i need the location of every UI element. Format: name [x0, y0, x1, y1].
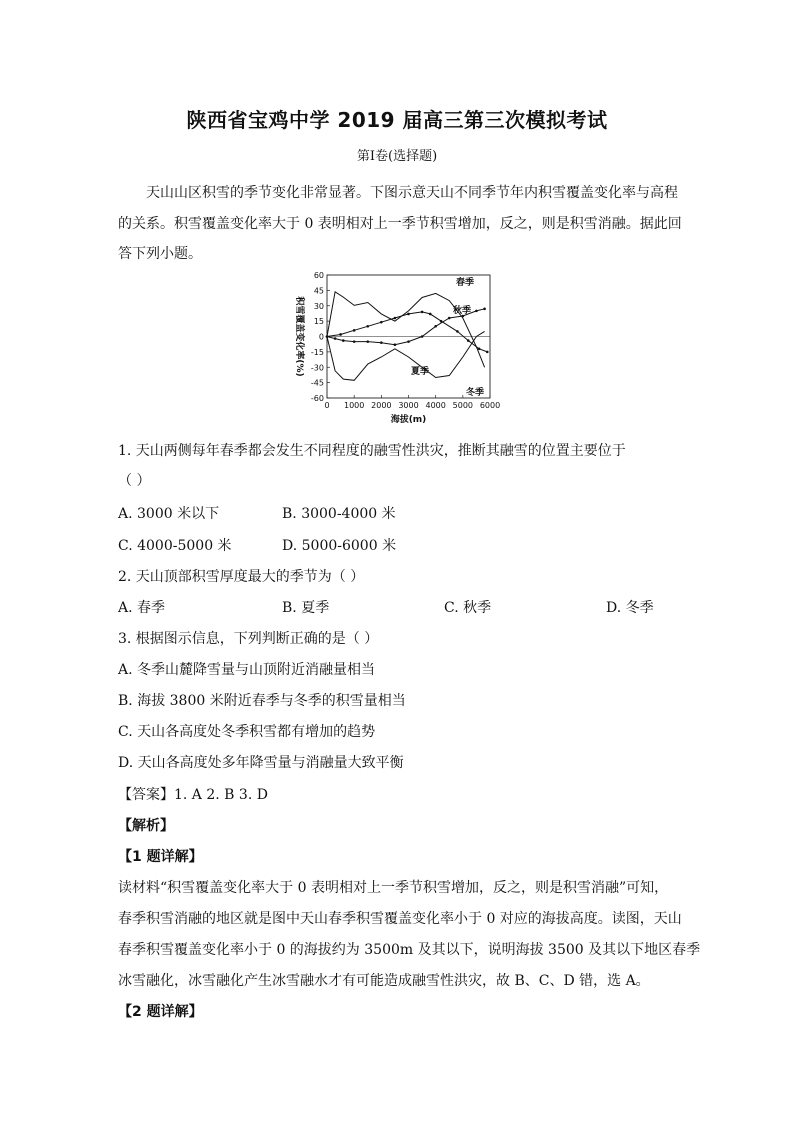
x-tick-label: 5000	[452, 401, 474, 410]
q1-option-d: D. 5000-6000 米	[282, 538, 397, 554]
q3-option-a: A. 冬季山麓降雪量与山顶附近消融量相当	[118, 662, 376, 678]
q1-blank: （ ）	[118, 473, 151, 489]
series-point-1	[421, 311, 424, 314]
detail-1-header: 【1 题详解】	[118, 849, 203, 865]
series-point-0	[421, 335, 424, 338]
analysis-header: 【解析】	[118, 818, 174, 834]
y-axis-label: 积雪覆盖变化率(%)	[294, 296, 304, 377]
q2-option-a: A. 春季	[118, 600, 166, 616]
y-tick-label: 30	[313, 301, 324, 311]
q1-stem: 1. 天山两侧每年春季都会发生不同程度的融雪性洪灾，推断其融雪的位置主要位于	[118, 443, 626, 459]
series-point-1	[380, 321, 383, 324]
page-title: 陕西省宝鸡中学 2019 届高三第三次模拟考试	[186, 108, 608, 132]
q1-option-b: B. 3000-4000 米	[282, 506, 396, 522]
series-line-2	[327, 331, 485, 380]
series-point-0	[475, 310, 478, 313]
series-point-1	[429, 313, 432, 316]
series-point-0	[353, 340, 356, 343]
x-tick-label: 0	[324, 401, 330, 410]
y-tick-label: 0	[318, 332, 324, 342]
q3-option-b: B. 海拔 3800 米附近春季与冬季的积雪量相当	[118, 693, 406, 709]
detail-1-line-2: 春季积雪消融的地区就是图中天山春季积雪覆盖变化率小于 0 对应的海拔高度。读图，天山	[118, 911, 682, 927]
series-label-1: 秋季	[452, 306, 472, 316]
series-point-1	[478, 348, 481, 351]
q2-option-c: C. 秋季	[444, 600, 492, 616]
series-point-0	[407, 340, 410, 343]
intro-line-2: 的关系。积雪覆盖变化率大于 0 表明相对上一季节积雪增加，反之，则是积雪消融。据此回	[118, 216, 682, 232]
q3-option-d: D. 天山各高度处多年降雪量与消融量大致平衡	[118, 755, 404, 771]
series-point-1	[456, 330, 459, 333]
series-label-3: 冬季	[465, 388, 485, 398]
y-tick-label: 45	[313, 286, 324, 296]
x-tick-label: 6000	[479, 401, 501, 410]
intro-line-3: 答下列小题。	[118, 246, 202, 262]
series-point-0	[380, 341, 383, 344]
y-tick-label: 15	[313, 317, 324, 327]
series-point-0	[342, 339, 345, 342]
series-point-0	[366, 340, 369, 343]
series-point-1	[486, 351, 489, 354]
y-tick-label: 60	[313, 271, 324, 280]
q2-option-d: D. 冬季	[606, 600, 654, 616]
intro-line-1: 天山山区积雪的季节变化非常显著。下图示意天山不同季节年内积雪覆盖变化率与高程	[146, 185, 678, 201]
series-point-1	[339, 333, 342, 336]
snow-cover-chart	[285, 265, 510, 430]
y-tick-label: -30	[310, 363, 324, 373]
q2-option-b: B. 夏季	[282, 600, 330, 616]
series-point-1	[407, 313, 410, 316]
q3-option-c: C. 天山各高度处冬季积雪都有增加的趋势	[118, 724, 376, 740]
series-point-1	[366, 325, 369, 328]
x-axis-label: 海拔(m)	[390, 415, 427, 425]
series-label-0: 春季	[455, 278, 475, 288]
section-subtitle: 第Ⅰ卷(选择题)	[356, 149, 438, 164]
series-point-1	[353, 329, 356, 332]
series-point-0	[334, 337, 337, 340]
q1-option-c: C. 4000-5000 米	[118, 538, 232, 554]
y-tick-label: -60	[310, 394, 324, 403]
q1-option-a: A. 3000 米以下	[118, 506, 220, 522]
answer-line: 【答案】1. A 2. B 3. D	[118, 787, 268, 803]
series-point-1	[440, 320, 443, 323]
q2-stem: 2. 天山顶部积雪厚度最大的季节为（ ）	[118, 569, 365, 585]
x-tick-label: 2000	[371, 401, 392, 410]
series-label-2: 夏季	[410, 367, 430, 377]
y-tick-label: -15	[310, 347, 324, 357]
x-tick-label: 1000	[343, 401, 365, 410]
detail-2-header: 【2 题详解】	[118, 1004, 203, 1020]
series-point-1	[394, 317, 397, 320]
series-point-0	[448, 317, 451, 320]
x-tick-label: 3000	[398, 401, 419, 410]
series-point-0	[434, 325, 437, 328]
q3-stem: 3. 根据图示信息，下列判断正确的是（ ）	[118, 631, 379, 647]
detail-1-line-4: 冰雪融化，冰雪融化产生冰雪融水才有可能造成融雪性洪灾，故 B、C、D 错，选 A。	[118, 973, 650, 989]
detail-1-line-1: 读材料“积雪覆盖变化率大于 0 表明相对上一季节积雪增加，反之，则是积雪消融”可知，	[118, 880, 669, 896]
series-line-3	[327, 292, 485, 368]
x-tick-label: 4000	[425, 401, 446, 410]
series-point-0	[483, 308, 486, 311]
series-point-1	[467, 339, 470, 342]
series-point-0	[394, 343, 397, 346]
y-tick-label: -45	[310, 378, 324, 388]
detail-1-line-3: 春季积雪覆盖变化率小于 0 的海拔约为 3500m 及其以下，说明海拔 3500 及其以下地区春季	[118, 942, 701, 958]
